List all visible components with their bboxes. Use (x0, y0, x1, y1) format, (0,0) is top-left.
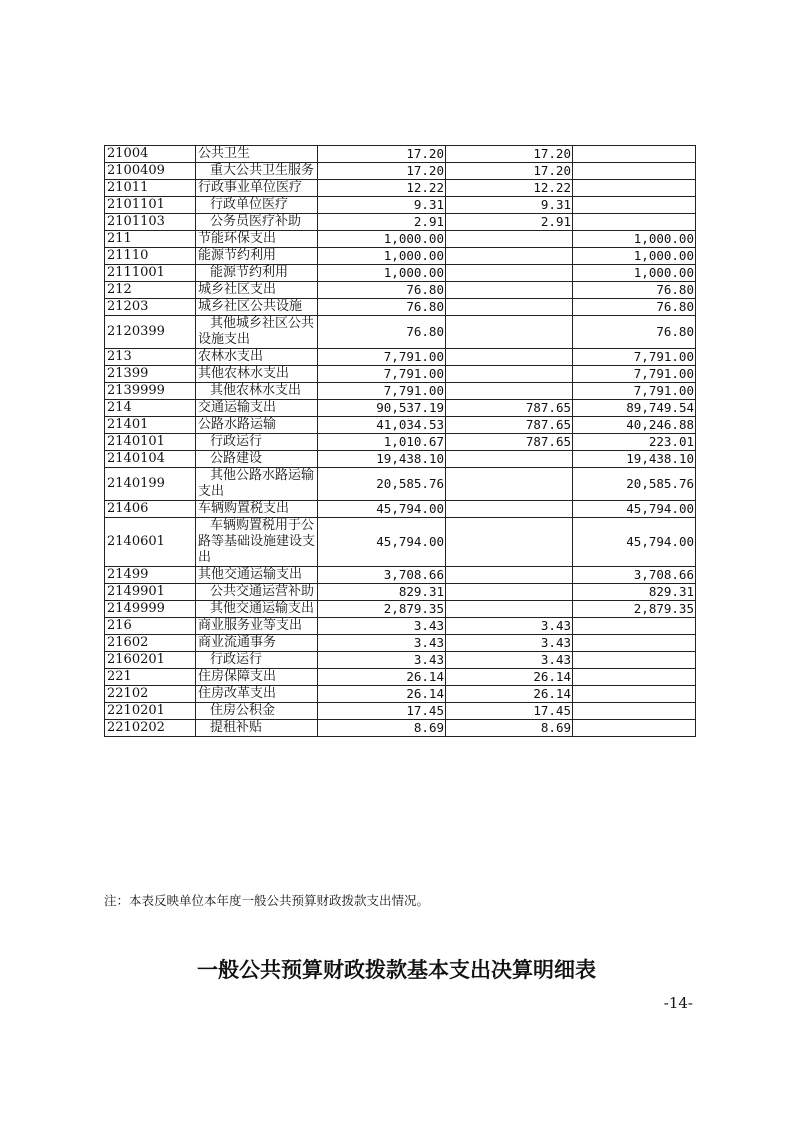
row-basic (446, 567, 573, 584)
row-name: 能源节约利用 (196, 265, 318, 282)
table-row (105, 518, 696, 567)
table-row (105, 720, 696, 737)
table-row (105, 703, 696, 720)
row-basic (446, 518, 573, 567)
row-total: 7,791.00 (318, 349, 446, 366)
row-name: 公共卫生 (196, 146, 318, 163)
row-name: 公务员医疗补助 (196, 214, 318, 231)
row-name: 车辆购置税用于公路等基础设施建设支出 (196, 518, 318, 567)
row-basic: 9.31 (446, 197, 573, 214)
row-code: 2101103 (105, 214, 196, 231)
row-basic: 3.43 (446, 652, 573, 669)
table-row (105, 383, 696, 400)
row-total: 90,537.19 (318, 400, 446, 417)
row-code: 2100409 (105, 163, 196, 180)
table-row (105, 584, 696, 601)
row-project: 20,585.76 (573, 468, 696, 501)
row-code: 2210201 (105, 703, 196, 720)
row-total: 8.69 (318, 720, 446, 737)
row-basic: 17.45 (446, 703, 573, 720)
row-total: 7,791.00 (318, 366, 446, 383)
row-name: 住房保障支出 (196, 669, 318, 686)
row-code: 2149901 (105, 584, 196, 601)
table-row (105, 316, 696, 349)
row-project: 45,794.00 (573, 518, 696, 567)
row-project (573, 703, 696, 720)
row-name: 行政单位医疗 (196, 197, 318, 214)
table-row (105, 652, 696, 669)
row-project: 76.80 (573, 316, 696, 349)
row-name: 交通运输支出 (196, 400, 318, 417)
row-code: 2210202 (105, 720, 196, 737)
row-code: 216 (105, 618, 196, 635)
row-total: 1,000.00 (318, 265, 446, 282)
row-total: 1,000.00 (318, 248, 446, 265)
row-basic (446, 282, 573, 299)
table-row (105, 400, 696, 417)
row-name: 农林水支出 (196, 349, 318, 366)
table-row (105, 163, 696, 180)
row-name: 能源节约利用 (196, 248, 318, 265)
row-basic: 787.65 (446, 417, 573, 434)
table-row (105, 248, 696, 265)
row-code: 221 (105, 669, 196, 686)
row-project: 1,000.00 (573, 231, 696, 248)
row-basic (446, 584, 573, 601)
row-code: 21004 (105, 146, 196, 163)
row-code: 21110 (105, 248, 196, 265)
row-name: 其他农林水支出 (196, 383, 318, 400)
table-row (105, 282, 696, 299)
row-code: 21406 (105, 501, 196, 518)
row-name: 行政事业单位医疗 (196, 180, 318, 197)
row-basic: 26.14 (446, 669, 573, 686)
table-row (105, 618, 696, 635)
row-total: 1,010.67 (318, 434, 446, 451)
row-project: 45,794.00 (573, 501, 696, 518)
row-total: 12.22 (318, 180, 446, 197)
row-basic: 787.65 (446, 400, 573, 417)
row-basic: 17.20 (446, 163, 573, 180)
row-total: 26.14 (318, 686, 446, 703)
table-row (105, 417, 696, 434)
row-code: 2139999 (105, 383, 196, 400)
table-note: 注：本表反映单位本年度一般公共预算财政拨款支出情况。 (104, 893, 430, 908)
row-name: 公共交通运营补助 (196, 584, 318, 601)
table-row (105, 434, 696, 451)
row-name: 其他交通运输支出 (196, 601, 318, 618)
row-project: 3,708.66 (573, 567, 696, 584)
row-code: 21499 (105, 567, 196, 584)
row-total: 45,794.00 (318, 518, 446, 567)
row-basic: 2.91 (446, 214, 573, 231)
row-total: 9.31 (318, 197, 446, 214)
table-row (105, 214, 696, 231)
table-row (105, 366, 696, 383)
row-project: 829.31 (573, 584, 696, 601)
row-project: 76.80 (573, 299, 696, 316)
row-total: 7,791.00 (318, 383, 446, 400)
row-name: 其他公路水路运输支出 (196, 468, 318, 501)
table-row (105, 635, 696, 652)
table-row (105, 265, 696, 282)
row-code: 21401 (105, 417, 196, 434)
row-basic (446, 383, 573, 400)
row-name: 其他农林水支出 (196, 366, 318, 383)
row-code: 213 (105, 349, 196, 366)
row-name: 重大公共卫生服务 (196, 163, 318, 180)
row-basic (446, 299, 573, 316)
row-code: 2140199 (105, 468, 196, 501)
row-name: 其他城乡社区公共设施支出 (196, 316, 318, 349)
row-project (573, 146, 696, 163)
table-row (105, 180, 696, 197)
row-name: 公路水路运输 (196, 417, 318, 434)
row-project: 76.80 (573, 282, 696, 299)
row-code: 2140101 (105, 434, 196, 451)
row-project: 223.01 (573, 434, 696, 451)
row-project: 1,000.00 (573, 265, 696, 282)
row-code: 21602 (105, 635, 196, 652)
row-code: 211 (105, 231, 196, 248)
table-row (105, 567, 696, 584)
row-code: 21203 (105, 299, 196, 316)
row-basic (446, 248, 573, 265)
row-total: 76.80 (318, 316, 446, 349)
row-code: 2149999 (105, 601, 196, 618)
row-name: 商业服务业等支出 (196, 618, 318, 635)
row-name: 城乡社区支出 (196, 282, 318, 299)
row-total: 3.43 (318, 652, 446, 669)
row-total: 2,879.35 (318, 601, 446, 618)
row-total: 41,034.53 (318, 417, 446, 434)
row-total: 26.14 (318, 669, 446, 686)
row-code: 2140601 (105, 518, 196, 567)
row-name: 住房改革支出 (196, 686, 318, 703)
row-name: 商业流通事务 (196, 635, 318, 652)
row-code: 2160201 (105, 652, 196, 669)
row-project (573, 635, 696, 652)
row-basic: 12.22 (446, 180, 573, 197)
row-total: 17.45 (318, 703, 446, 720)
next-table-title: 一般公共预算财政拨款基本支出决算明细表 (197, 958, 596, 982)
row-project (573, 669, 696, 686)
table-row (105, 601, 696, 618)
row-name: 提租补贴 (196, 720, 318, 737)
table-row (105, 349, 696, 366)
row-basic (446, 349, 573, 366)
row-total: 3.43 (318, 635, 446, 652)
row-basic: 3.43 (446, 618, 573, 635)
row-name: 行政运行 (196, 652, 318, 669)
row-total: 2.91 (318, 214, 446, 231)
row-code: 21011 (105, 180, 196, 197)
row-name: 行政运行 (196, 434, 318, 451)
row-total: 45,794.00 (318, 501, 446, 518)
row-name: 其他交通运输支出 (196, 567, 318, 584)
table-body (105, 146, 696, 737)
table-row (105, 299, 696, 316)
row-code: 2101101 (105, 197, 196, 214)
row-project (573, 618, 696, 635)
row-name: 车辆购置税支出 (196, 501, 318, 518)
row-basic (446, 316, 573, 349)
table-row (105, 231, 696, 248)
row-code: 212 (105, 282, 196, 299)
row-project (573, 652, 696, 669)
row-basic: 8.69 (446, 720, 573, 737)
row-project (573, 214, 696, 231)
row-code: 2111001 (105, 265, 196, 282)
row-project: 40,246.88 (573, 417, 696, 434)
row-name: 公路建设 (196, 451, 318, 468)
row-basic: 26.14 (446, 686, 573, 703)
row-total: 3.43 (318, 618, 446, 635)
row-project: 7,791.00 (573, 366, 696, 383)
row-project (573, 686, 696, 703)
row-total: 3,708.66 (318, 567, 446, 584)
row-name: 城乡社区公共设施 (196, 299, 318, 316)
table-row (105, 686, 696, 703)
table-row (105, 451, 696, 468)
row-basic (446, 451, 573, 468)
row-basic (446, 231, 573, 248)
row-basic (446, 601, 573, 618)
row-project: 2,879.35 (573, 601, 696, 618)
expenditure-table (104, 145, 696, 737)
row-project: 19,438.10 (573, 451, 696, 468)
row-total: 19,438.10 (318, 451, 446, 468)
row-total: 76.80 (318, 299, 446, 316)
row-total: 17.20 (318, 163, 446, 180)
row-project: 1,000.00 (573, 248, 696, 265)
row-project: 7,791.00 (573, 349, 696, 366)
row-basic: 17.20 (446, 146, 573, 163)
row-basic (446, 501, 573, 518)
row-project (573, 197, 696, 214)
row-project: 7,791.00 (573, 383, 696, 400)
row-code: 2140104 (105, 451, 196, 468)
row-basic: 787.65 (446, 434, 573, 451)
row-total: 17.20 (318, 146, 446, 163)
row-total: 20,585.76 (318, 468, 446, 501)
row-project: 89,749.54 (573, 400, 696, 417)
table-row (105, 501, 696, 518)
row-total: 76.80 (318, 282, 446, 299)
row-project (573, 180, 696, 197)
row-project (573, 163, 696, 180)
row-basic (446, 468, 573, 501)
table-row (105, 197, 696, 214)
row-name: 住房公积金 (196, 703, 318, 720)
page-number: -14- (663, 994, 693, 1012)
table-row (105, 669, 696, 686)
row-name: 节能环保支出 (196, 231, 318, 248)
row-basic (446, 366, 573, 383)
row-code: 214 (105, 400, 196, 417)
row-code: 21399 (105, 366, 196, 383)
table-row (105, 468, 696, 501)
row-basic: 3.43 (446, 635, 573, 652)
row-code: 22102 (105, 686, 196, 703)
row-total: 1,000.00 (318, 231, 446, 248)
row-basic (446, 265, 573, 282)
row-code: 2120399 (105, 316, 196, 349)
row-total: 829.31 (318, 584, 446, 601)
table-row (105, 146, 696, 163)
row-project (573, 720, 696, 737)
